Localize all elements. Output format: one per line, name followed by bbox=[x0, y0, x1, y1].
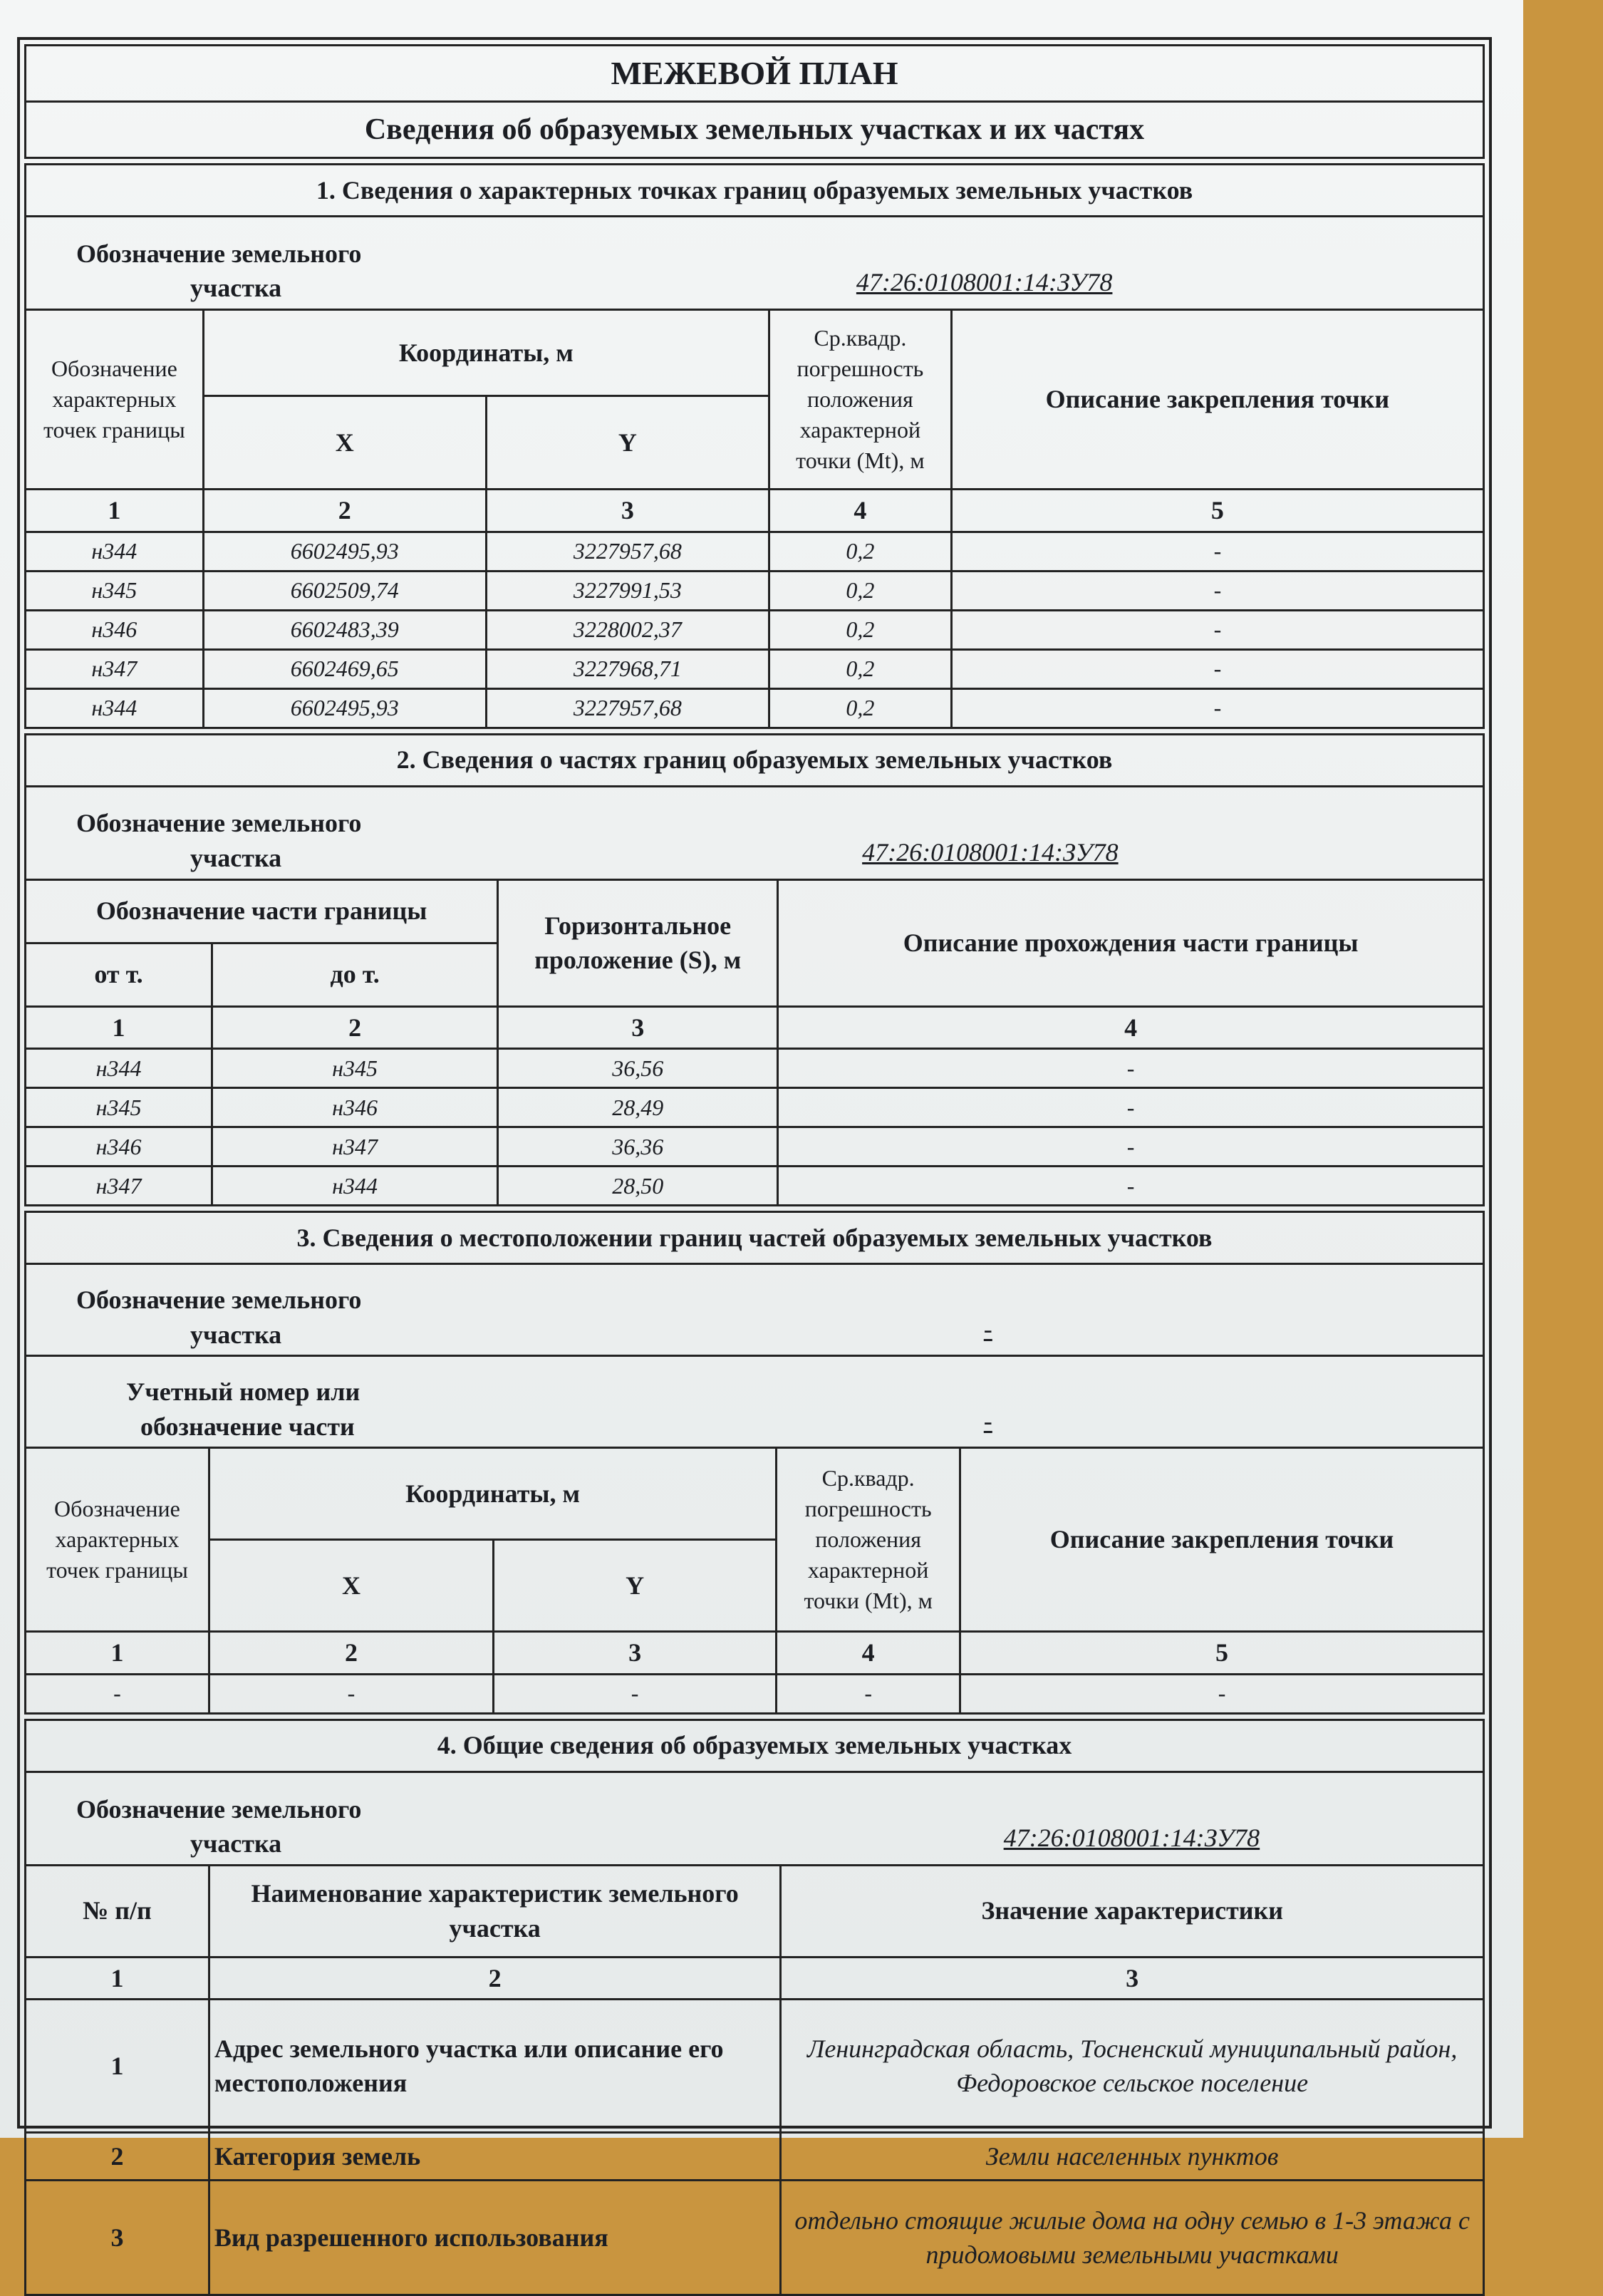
section-1-plot-label: Обозначение земельного участка bbox=[26, 217, 487, 310]
s1-col-y: Y bbox=[486, 396, 769, 490]
segment-length: 28,49 bbox=[498, 1088, 778, 1127]
segment-length: 28,50 bbox=[498, 1167, 778, 1206]
s3-col-coords: Координаты, м bbox=[209, 1448, 776, 1540]
s2-num: 4 bbox=[778, 1006, 1484, 1049]
section-2-table bbox=[24, 733, 1485, 1207]
table-row bbox=[26, 2133, 1484, 2181]
s2-num: 3 bbox=[498, 1006, 778, 1049]
s1-col-error: Ср.квадр. погрешность положения характерной точки (Mt), м bbox=[769, 310, 951, 490]
s1-num: 5 bbox=[951, 490, 1483, 532]
s3-col-error: Ср.квадр. погрешность положения характерной точки (Mt), м bbox=[777, 1448, 960, 1632]
row-number: 3 bbox=[26, 2181, 209, 2295]
s1-col-coords: Координаты, м bbox=[203, 310, 769, 396]
s4-col-name: Наименование характеристик земельного участка bbox=[209, 1865, 780, 1957]
s4-col-value: Значение характеристики bbox=[781, 1865, 1484, 1957]
s2-num: 2 bbox=[212, 1006, 498, 1049]
point-name: - bbox=[26, 1674, 209, 1713]
section-3-table bbox=[24, 1211, 1485, 1715]
coord-error: 0,2 bbox=[769, 688, 951, 728]
section-3-plot-label: Обозначение земельного участка bbox=[26, 1264, 494, 1356]
to-point: н345 bbox=[212, 1049, 498, 1088]
document-header bbox=[24, 44, 1485, 159]
s4-num: 2 bbox=[209, 1957, 780, 2000]
document-title: МЕЖЕВОЙ ПЛАН bbox=[26, 46, 1484, 102]
point-desc: - bbox=[960, 1674, 1484, 1713]
s4-num: 1 bbox=[26, 1957, 209, 2000]
s1-num: 1 bbox=[26, 490, 204, 532]
characteristic-value: Ленинградская область, Тосненский муниципальный район, Федоровское сельское поселение bbox=[781, 2000, 1484, 2133]
table-row bbox=[26, 2000, 1484, 2133]
section-4-title: 4. Общие сведения об образуемых земельных участках bbox=[26, 1720, 1484, 1772]
s3-col-desc: Описание закрепления точки bbox=[960, 1448, 1484, 1632]
boundary-plan-form bbox=[17, 37, 1492, 2270]
coord-error: 0,2 bbox=[769, 649, 951, 688]
s2-col-desc: Описание прохождения части границы bbox=[778, 879, 1484, 1006]
characteristic-name: Адрес земельного участка или описание его местоположения bbox=[209, 2000, 780, 2133]
coord-x: - bbox=[209, 1674, 493, 1713]
segment-desc: - bbox=[778, 1088, 1484, 1127]
section-1-title: 1. Сведения о характерных точках границ образуемых земельных участков bbox=[26, 165, 1484, 217]
point-desc: - bbox=[951, 571, 1483, 610]
s2-col-to: до т. bbox=[212, 943, 498, 1006]
s3-num: 2 bbox=[209, 1632, 493, 1675]
point-name: н346 bbox=[26, 610, 204, 649]
table-row bbox=[26, 532, 1484, 571]
row-number: 1 bbox=[26, 2000, 209, 2133]
table-row bbox=[26, 1167, 1484, 1206]
s4-num: 3 bbox=[781, 1957, 1484, 2000]
coord-y: 3228002,37 bbox=[486, 610, 769, 649]
point-desc: - bbox=[951, 532, 1483, 571]
coord-y: 3227991,53 bbox=[486, 571, 769, 610]
table-row bbox=[26, 1674, 1484, 1713]
from-point: н345 bbox=[26, 1088, 212, 1127]
section-2-plot-value: 47:26:0108001:14:ЗУ78 bbox=[498, 786, 1484, 879]
section-3-part-value: - bbox=[494, 1356, 1484, 1448]
table-row bbox=[26, 610, 1484, 649]
coord-x: 6602483,39 bbox=[203, 610, 486, 649]
coord-error: 0,2 bbox=[769, 571, 951, 610]
from-point: н347 bbox=[26, 1167, 212, 1206]
to-point: н347 bbox=[212, 1127, 498, 1167]
s3-col-x: X bbox=[209, 1540, 493, 1632]
table-row bbox=[26, 1049, 1484, 1088]
coord-y: 3227957,68 bbox=[486, 532, 769, 571]
point-name: н344 bbox=[26, 688, 204, 728]
s3-col-point: Обозначение характерных точек границы bbox=[26, 1448, 209, 1632]
section-4-plot-label: Обозначение земельного участка bbox=[26, 1772, 781, 1865]
to-point: н344 bbox=[212, 1167, 498, 1206]
section-3-title: 3. Сведения о местоположении границ частей образуемых земельных участков bbox=[26, 1212, 1484, 1264]
point-name: н347 bbox=[26, 649, 204, 688]
s4-col-no: № п/п bbox=[26, 1865, 209, 1957]
coord-error: 0,2 bbox=[769, 610, 951, 649]
s1-col-x: X bbox=[203, 396, 486, 490]
segment-length: 36,36 bbox=[498, 1127, 778, 1167]
s3-num: 1 bbox=[26, 1632, 209, 1675]
section-4-plot-value: 47:26:0108001:14:ЗУ78 bbox=[781, 1772, 1484, 1865]
section-3-plot-value: - bbox=[494, 1264, 1484, 1356]
s2-col-part: Обозначение части границы bbox=[26, 879, 498, 943]
coord-y: - bbox=[494, 1674, 777, 1713]
section-2-plot-label: Обозначение земельного участка bbox=[26, 786, 498, 879]
point-desc: - bbox=[951, 610, 1483, 649]
table-row bbox=[26, 1127, 1484, 1167]
section-1-plot-value: 47:26:0108001:14:ЗУ78 bbox=[486, 217, 1483, 310]
coord-x: 6602495,93 bbox=[203, 688, 486, 728]
point-desc: - bbox=[951, 688, 1483, 728]
s3-num: 3 bbox=[494, 1632, 777, 1675]
point-name: н344 bbox=[26, 532, 204, 571]
section-2-title: 2. Сведения о частях границ образуемых земельных участков bbox=[26, 734, 1484, 786]
segment-desc: - bbox=[778, 1049, 1484, 1088]
coord-x: 6602509,74 bbox=[203, 571, 486, 610]
s3-num: 5 bbox=[960, 1632, 1484, 1675]
s2-col-len: Горизонтальное проложение (S), м bbox=[498, 879, 778, 1006]
row-number: 2 bbox=[26, 2133, 209, 2181]
table-row bbox=[26, 649, 1484, 688]
table-row bbox=[26, 688, 1484, 728]
from-point: н344 bbox=[26, 1049, 212, 1088]
to-point: н346 bbox=[212, 1088, 498, 1127]
coord-y: 3227957,68 bbox=[486, 688, 769, 728]
section-4-table bbox=[24, 1719, 1485, 2296]
s2-col-from: от т. bbox=[26, 943, 212, 1006]
s2-num: 1 bbox=[26, 1006, 212, 1049]
s1-col-desc: Описание закрепления точки bbox=[951, 310, 1483, 490]
from-point: н346 bbox=[26, 1127, 212, 1167]
s1-num: 2 bbox=[203, 490, 486, 532]
s3-col-y: Y bbox=[494, 1540, 777, 1632]
coord-error: - bbox=[777, 1674, 960, 1713]
characteristic-value: отдельно стоящие жилые дома на одну семью в 1-3 этажа с придомовыми земельными участками bbox=[781, 2181, 1484, 2295]
coord-x: 6602495,93 bbox=[203, 532, 486, 571]
s1-num: 3 bbox=[486, 490, 769, 532]
characteristic-value: Земли населенных пунктов bbox=[781, 2133, 1484, 2181]
coord-error: 0,2 bbox=[769, 532, 951, 571]
segment-desc: - bbox=[778, 1167, 1484, 1206]
coord-x: 6602469,65 bbox=[203, 649, 486, 688]
s1-col-point: Обозначение характерных точек границы bbox=[26, 310, 204, 490]
coord-y: 3227968,71 bbox=[486, 649, 769, 688]
characteristic-name: Вид разрешенного использования bbox=[209, 2181, 780, 2295]
section-1-table bbox=[24, 163, 1485, 729]
segment-desc: - bbox=[778, 1127, 1484, 1167]
point-name: н345 bbox=[26, 571, 204, 610]
segment-length: 36,56 bbox=[498, 1049, 778, 1088]
table-row bbox=[26, 2181, 1484, 2295]
document-subtitle: Сведения об образуемых земельных участках и их частях bbox=[26, 102, 1484, 158]
s1-num: 4 bbox=[769, 490, 951, 532]
table-row bbox=[26, 571, 1484, 610]
s3-num: 4 bbox=[777, 1632, 960, 1675]
point-desc: - bbox=[951, 649, 1483, 688]
table-row bbox=[26, 1088, 1484, 1127]
characteristic-name: Категория земель bbox=[209, 2133, 780, 2181]
section-3-part-label: Учетный номер или обозначение части bbox=[26, 1356, 494, 1448]
